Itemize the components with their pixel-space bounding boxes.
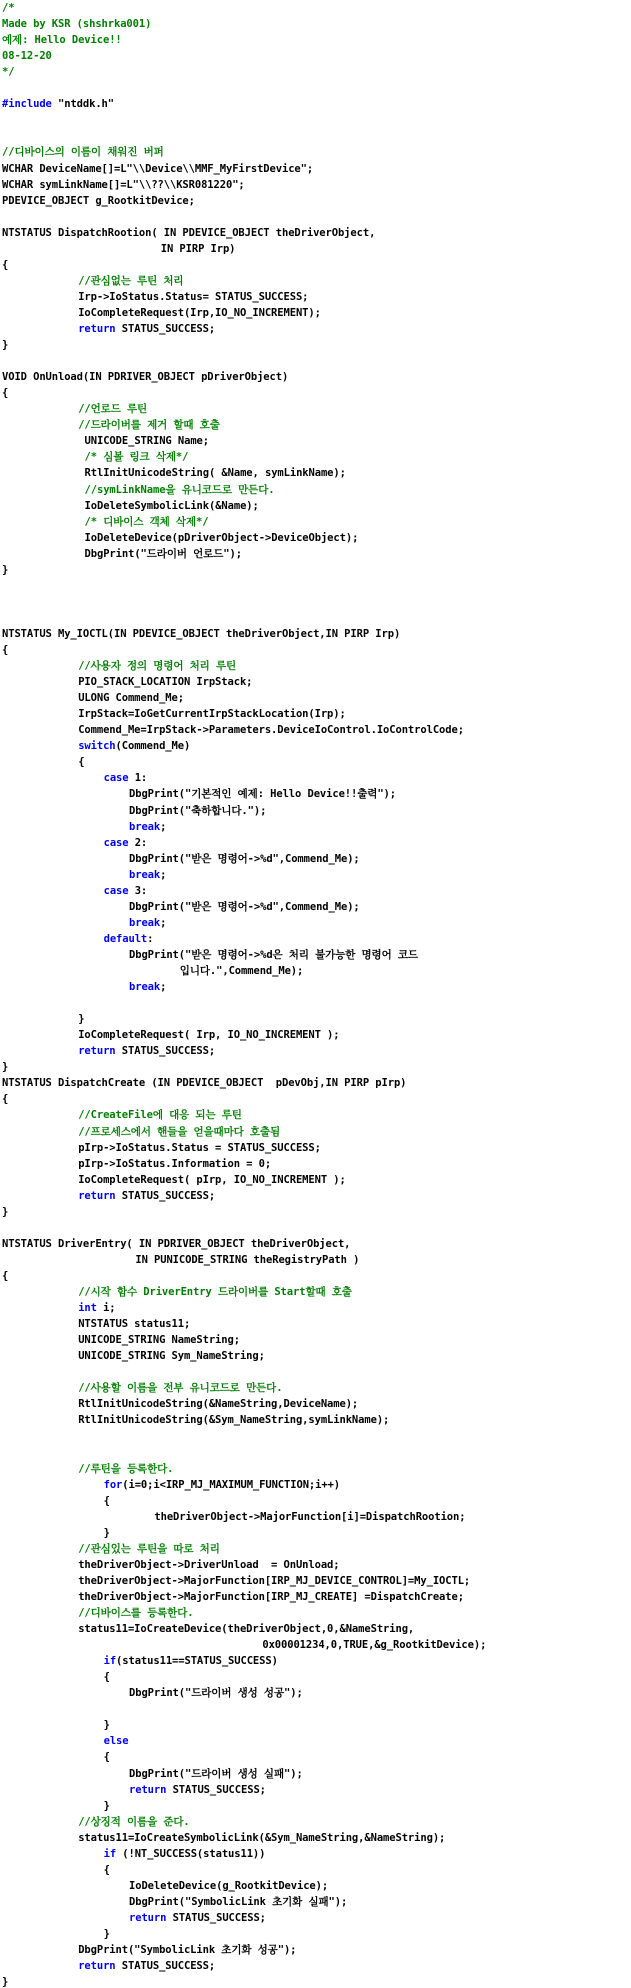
code-line <box>129 820 166 834</box>
code-line <box>129 980 166 994</box>
code-line <box>85 450 189 464</box>
code-text: 1: <box>128 772 148 785</box>
code-text: STATUS_SUCCESS; <box>115 323 216 335</box>
code-line <box>78 418 220 432</box>
code-text: pIrp->IoStatus.Information = 0; <box>78 1157 272 1170</box>
code-line <box>2 97 114 111</box>
code-comment: //디바이스를 등록한다. <box>78 1607 194 1619</box>
code-line <box>2 1205 8 1219</box>
code-line <box>78 322 215 336</box>
code-text: IrpStack=IoGetCurrentIrpStackLocation(Irp); <box>78 708 346 721</box>
code-text: i; <box>96 1302 116 1315</box>
code-text: STATUS_SUCCESS; <box>166 1783 266 1796</box>
code-line <box>78 691 184 705</box>
code-line <box>85 483 275 497</box>
code-text: IN PIRP Irp) <box>160 242 236 255</box>
code-text: theDriverObject->DriverUnload = OnUnload; <box>78 1558 340 1571</box>
code-line <box>104 1734 129 1748</box>
code-line <box>2 1092 8 1106</box>
code-text: DbgPrint("축하합니다."); <box>129 804 267 817</box>
code-keyword: break <box>129 916 161 929</box>
code-text: } <box>78 1013 85 1026</box>
code-line <box>78 1012 84 1026</box>
code-line <box>78 755 84 769</box>
code-line <box>129 852 360 866</box>
code-line <box>78 290 308 304</box>
code-text: { <box>2 644 9 656</box>
code-text: { <box>2 1269 9 1282</box>
code-line <box>129 787 396 801</box>
code-line <box>104 1799 110 1813</box>
code-keyword: if <box>103 1655 117 1668</box>
code-comment: //관심없는 루틴 처리 <box>78 274 184 287</box>
code-text: : <box>147 932 154 945</box>
code-text: NTSTATUS DispatchCreate (IN PDEVICE_OBJECT pDevObj,IN PIRP pIrp) <box>2 1077 407 1090</box>
code-text: status11=IoCreateDevice(theDriverObject,0,&NameString, <box>78 1623 415 1636</box>
code-text: { <box>103 1863 110 1876</box>
code-line <box>104 1526 110 1540</box>
code-text: ; <box>160 820 167 833</box>
code-line <box>78 1349 265 1363</box>
code-text: status11=IoCreateSymbolicLink(&Sym_NameString,&NameString); <box>78 1831 446 1844</box>
code-line <box>262 1638 486 1652</box>
code-text: IoCompleteRequest(Irp,IO_NO_INCREMENT); <box>78 306 321 319</box>
code-line <box>78 1959 215 1973</box>
code-text: STATUS_SUCCESS; <box>115 1189 216 1202</box>
code-comment: //사용할 이름을 전부 유니코드로 만든다. <box>78 1382 283 1395</box>
code-line <box>2 643 8 657</box>
code-line <box>78 1381 282 1395</box>
code-keyword: case <box>103 884 129 897</box>
code-text: RtlInitUnicodeString(&Sym_NameString,symLinkName); <box>78 1414 390 1427</box>
code-text: { <box>78 756 85 769</box>
code-text: RtlInitUnicodeString( &Name, symLinkName); <box>84 467 346 480</box>
code-line <box>78 1108 242 1122</box>
code-comment: //언로드 루틴 <box>78 403 148 416</box>
code-line <box>78 1317 190 1331</box>
code-line <box>129 916 166 930</box>
code-line <box>2 178 245 192</box>
code-line <box>180 964 303 978</box>
code-line <box>78 739 190 753</box>
code-line <box>78 1285 352 1299</box>
code-line <box>78 1028 339 1042</box>
code-line <box>104 1718 110 1732</box>
code-line <box>2 226 375 240</box>
code-line <box>104 1654 278 1668</box>
code-text: theDriverObject->MajorFunction[IRP_MJ_DEVICE_CONTROL]=My_IOCTL; <box>78 1574 471 1587</box>
code-text: DbgPrint("SymbolicLink 초기화 실패"); <box>129 1895 348 1908</box>
code-comment: //사용자 정의 명령어 처리 루틴 <box>78 660 237 673</box>
code-keyword: switch <box>78 740 116 753</box>
code-line <box>129 948 418 962</box>
code-line <box>78 1462 173 1476</box>
code-line <box>2 627 400 641</box>
code-line <box>78 1943 296 1957</box>
code-line <box>78 707 346 721</box>
code-line <box>85 515 209 529</box>
code-line <box>2 386 8 400</box>
code-text: ; <box>160 916 167 929</box>
code-line <box>104 1478 340 1492</box>
code-keyword: return <box>78 1045 116 1058</box>
code-line <box>2 1975 8 1988</box>
code-line <box>78 1574 470 1588</box>
code-text: DbgPrint("받은 명령어->%d은 처리 불가능한 명령어 코드 <box>129 948 418 961</box>
code-comment: 08-12-20 <box>2 50 52 63</box>
code-line <box>104 884 148 898</box>
code-line <box>154 1510 465 1524</box>
code-line <box>78 1044 215 1058</box>
code-line <box>78 1125 280 1139</box>
code-line <box>78 402 147 416</box>
code-keyword: case <box>103 772 129 785</box>
code-line <box>129 1895 347 1909</box>
code-text: DbgPrint("드라이버 생성 실패"); <box>129 1767 303 1780</box>
code-line <box>129 1911 266 1925</box>
code-line <box>78 306 321 320</box>
code-text: } <box>103 1799 110 1812</box>
code-line <box>2 1060 8 1074</box>
code-line <box>2 1269 8 1283</box>
code-line <box>104 932 154 946</box>
code-text: theDriverObject->MajorFunction[i]=DispatchRootion; <box>154 1510 466 1523</box>
code-line <box>104 1863 110 1877</box>
code-line <box>129 900 360 914</box>
code-line <box>104 836 148 850</box>
code-line <box>78 1815 189 1829</box>
code-comment: /* 디바이스 객체 삭제*/ <box>84 515 209 528</box>
code-keyword: else <box>103 1735 129 1748</box>
code-keyword: break <box>129 820 161 833</box>
code-line <box>78 1558 339 1572</box>
code-line <box>85 499 259 513</box>
code-text: } <box>2 339 9 352</box>
code-text: { <box>2 387 9 400</box>
code-text: { <box>2 1093 9 1106</box>
code-keyword: if <box>103 1847 117 1860</box>
code-comment: //관심있는 루틴을 따로 처리 <box>78 1542 220 1555</box>
code-text: (Commend_Me) <box>115 740 191 753</box>
code-line <box>78 1590 464 1604</box>
code-text: } <box>2 1205 9 1218</box>
code-comment: /* 심볼 링크 삭제*/ <box>84 451 189 464</box>
code-line <box>78 659 236 673</box>
code-line <box>78 1157 271 1171</box>
code-line <box>104 1494 110 1508</box>
code-text: 3: <box>128 884 148 897</box>
code-text: UNICODE_STRING Name; <box>84 435 209 448</box>
code-text: PDEVICE_OBJECT g_RootkitDevice; <box>2 194 195 207</box>
code-line <box>78 274 183 288</box>
code-text: STATUS_SUCCESS; <box>115 1960 216 1973</box>
code-text: { <box>2 258 9 271</box>
code-line <box>2 1076 406 1090</box>
code-text: NTSTATUS status11; <box>78 1318 191 1331</box>
code-line <box>2 563 8 577</box>
code-comment: //symLinkName을 유니코드로 만든다. <box>84 483 275 496</box>
code-text: pIrp->IoStatus.Status = STATUS_SUCCESS; <box>78 1141 321 1154</box>
code-text: IoCompleteRequest( Irp, IO_NO_INCREMENT ); <box>78 1029 340 1042</box>
code-comment: Made by KSR (shshrka001) <box>2 18 152 31</box>
code-comment: //루틴을 등록한다. <box>78 1462 174 1475</box>
code-line <box>2 162 313 176</box>
code-keyword: return <box>78 323 116 335</box>
code-text: { <box>103 1751 110 1764</box>
code-keyword: int <box>78 1302 97 1315</box>
code-text: DbgPrint("드라이버 생성 성공"); <box>129 1687 303 1700</box>
code-line <box>78 1141 321 1155</box>
code-line <box>2 258 8 272</box>
code-text: (status11==STATUS_SUCCESS) <box>116 1655 278 1668</box>
code-keyword: return <box>78 1189 116 1202</box>
code-text: NTSTATUS My_IOCTL(IN PDEVICE_OBJECT theDriverObject,IN PIRP Irp) <box>2 627 401 640</box>
code-text: RtlInitUnicodeString(&NameString,DeviceName); <box>78 1398 359 1411</box>
code-text: } <box>103 1928 110 1940</box>
code-text: } <box>103 1526 110 1539</box>
code-text: Irp->IoStatus.Status= STATUS_SUCCESS; <box>78 290 309 303</box>
code-line <box>2 145 164 159</box>
code-line <box>2 338 8 352</box>
code-text: (!NT_SUCCESS(status11)) <box>116 1847 266 1860</box>
code-text: UNICODE_STRING Sym_NameString; <box>78 1350 265 1363</box>
code-text: } <box>103 1719 110 1732</box>
code-text: IN PUNICODE_STRING theRegistryPath ) <box>135 1253 360 1266</box>
code-line <box>104 1670 110 1684</box>
code-line <box>78 1831 445 1845</box>
code-text: DbgPrint("받은 명령어->%d",Commend_Me); <box>129 852 360 865</box>
code-text: ULONG Commend_Me; <box>78 692 184 705</box>
code-comment: //상징적 이름을 준다. <box>78 1815 190 1828</box>
code-text: Commend_Me=IrpStack->Parameters.DeviceIoControl.IoControlCode; <box>78 724 464 737</box>
code-comment: //디바이스의 이름이 채워진 버퍼 <box>2 146 164 159</box>
code-line <box>78 1189 215 1203</box>
code-line <box>135 1253 359 1267</box>
code-keyword: for <box>103 1478 123 1491</box>
code-text: } <box>2 563 9 576</box>
code-line <box>2 370 288 384</box>
code-keyword: return <box>129 1911 167 1924</box>
code-text: PIO_STACK_LOCATION IrpStack; <box>78 676 253 689</box>
code-comment: //프로세스에서 핸들을 얻을때마다 호출됨 <box>78 1125 281 1138</box>
code-text: IoDeleteSymbolicLink(&Name); <box>84 499 259 512</box>
code-line <box>78 1413 389 1427</box>
code-line <box>129 804 266 818</box>
code-line <box>2 33 122 47</box>
code-keyword: case <box>103 836 129 849</box>
code-line <box>78 1173 346 1187</box>
code-keyword: return <box>129 1783 167 1796</box>
code-line <box>104 1927 110 1941</box>
code-line <box>104 1750 110 1764</box>
code-keyword: default <box>103 932 148 945</box>
code-comment: /* <box>2 2 15 14</box>
code-text: DbgPrint("SymbolicLink 초기화 성공"); <box>78 1944 297 1957</box>
code-comment: //시작 함수 DriverEntry 드라이버를 Start할때 호출 <box>78 1286 352 1298</box>
code-line <box>129 1783 266 1797</box>
code-line <box>129 1686 303 1700</box>
code-text: IoCompleteRequest( pIrp, IO_NO_INCREMENT ); <box>78 1173 346 1186</box>
code-text: WCHAR symLinkName[]=L"\\??\\KSR081220"; <box>2 178 245 191</box>
code-line <box>129 1767 303 1781</box>
code-line <box>78 1397 358 1411</box>
code-keyword: #include <box>2 98 52 111</box>
code-comment: 예제: Hello Device!! <box>2 34 122 47</box>
code-text: ; <box>160 981 167 994</box>
code-text: IoDeleteDevice(g_RootkitDevice); <box>129 1879 329 1892</box>
code-line <box>2 17 151 31</box>
code-text: NTSTATUS DispatchRootion( IN PDEVICE_OBJECT theDriverObject, <box>2 226 376 239</box>
code-text: } <box>2 1976 9 1988</box>
code-line <box>78 675 252 689</box>
code-text: DbgPrint("받은 명령어->%d",Commend_Me); <box>129 900 360 913</box>
code-line <box>2 49 52 63</box>
code-line <box>78 1622 414 1636</box>
code-text: theDriverObject->MajorFunction[IRP_MJ_CREATE] =DispatchCreate; <box>78 1590 464 1603</box>
code-line <box>2 1 14 15</box>
code-line <box>85 531 359 545</box>
code-text: (i=0;i<IRP_MJ_MAXIMUM_FUNCTION;i++) <box>122 1478 341 1491</box>
code-text: STATUS_SUCCESS; <box>115 1045 216 1058</box>
code-keyword: return <box>78 1960 116 1973</box>
code-line <box>78 723 464 737</box>
code-keyword: break <box>129 868 161 881</box>
code-line <box>78 1333 240 1347</box>
code-line <box>78 1301 115 1315</box>
code-line <box>78 1606 193 1620</box>
code-text: } <box>2 1061 9 1074</box>
code-line <box>78 1542 220 1556</box>
code-line <box>2 1237 350 1251</box>
code-text: IoDeleteDevice(pDriverObject->DeviceObject); <box>84 531 359 544</box>
code-text: WCHAR DeviceName[]=L"\\Device\\MMF_MyFirstDevice"; <box>2 162 314 175</box>
code-text: { <box>103 1494 110 1507</box>
code-text: NTSTATUS DriverEntry( IN PDRIVER_OBJECT theDriverObject, <box>2 1237 351 1250</box>
code-comment: //드라이버를 제거 할때 호출 <box>78 419 220 432</box>
code-text: 2: <box>128 836 148 849</box>
code-line <box>85 547 242 561</box>
code-text: ; <box>160 868 167 881</box>
code-text: DbgPrint("기본적인 예제: Hello Device!!출력"); <box>129 788 396 801</box>
code-text: 입니다.",Commend_Me); <box>179 965 304 977</box>
code-comment: */ <box>2 66 15 79</box>
code-text: DbgPrint("드라이버 언로드"); <box>84 547 242 560</box>
code-text: UNICODE_STRING NameString; <box>78 1334 240 1347</box>
code-line <box>104 1847 266 1861</box>
code-line <box>85 434 209 448</box>
code-text: STATUS_SUCCESS; <box>166 1911 266 1924</box>
code-text: "ntddk.h" <box>51 98 114 111</box>
code-keyword: break <box>129 981 161 994</box>
code-comment: //CreateFile에 대응 되는 루틴 <box>78 1109 242 1122</box>
code-line <box>85 466 346 480</box>
code-text: 0x00001234,0,TRUE,&g_RootkitDevice); <box>262 1639 487 1652</box>
code-line <box>104 771 148 785</box>
code-line <box>161 242 236 256</box>
code-line <box>129 1879 328 1893</box>
code-line <box>2 65 14 79</box>
code-text: VOID OnUnload(IN PDRIVER_OBJECT pDriverObject) <box>2 371 289 384</box>
code-line <box>2 194 195 208</box>
code-text: { <box>103 1671 110 1684</box>
code-line <box>129 868 166 882</box>
